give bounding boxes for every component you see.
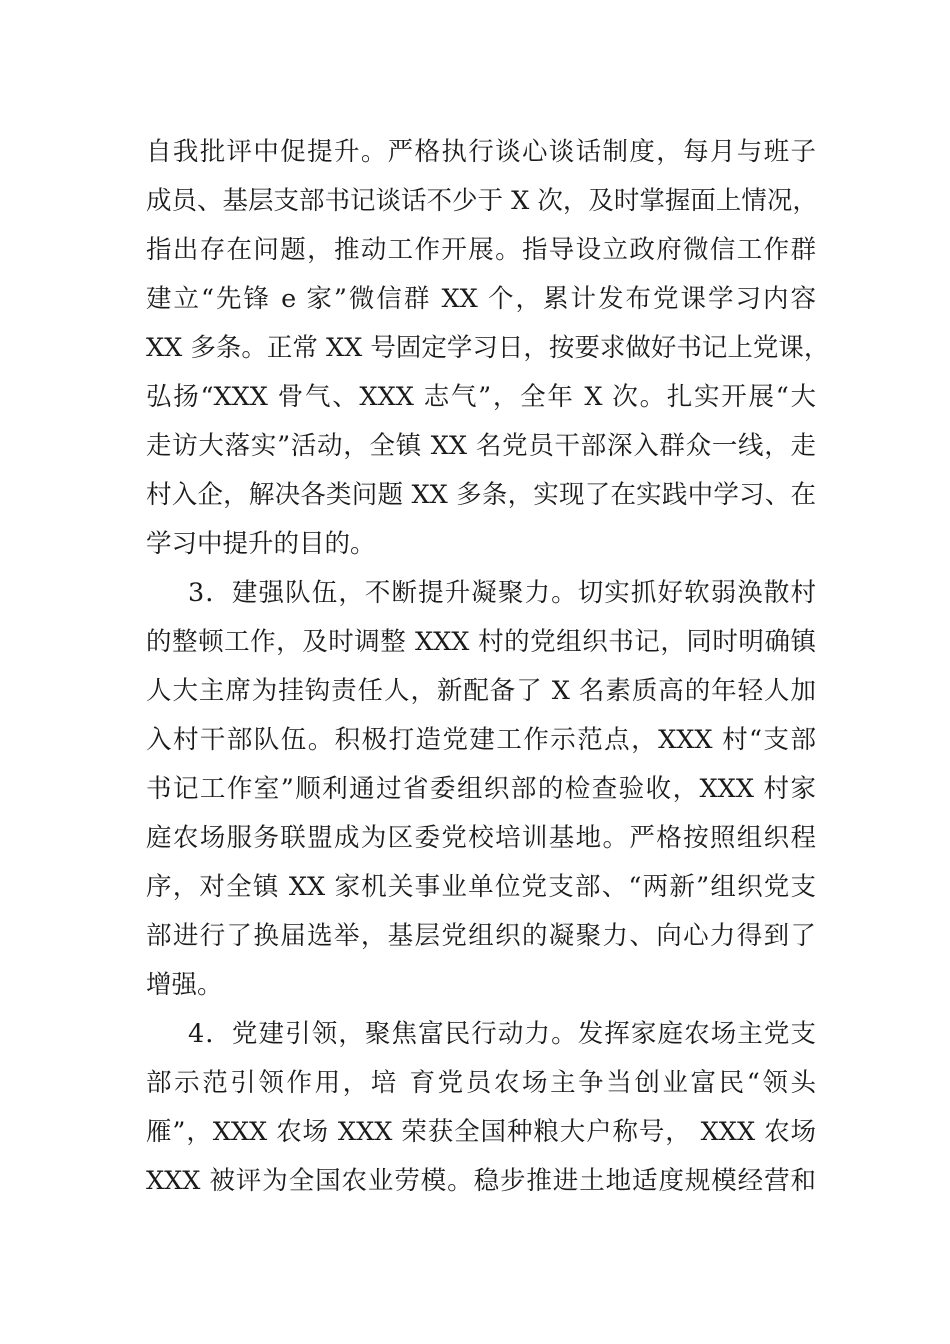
paragraph-line: 雁”，XXX 农场 XXX 荣获全国种粮大户称号， XXX 农场 bbox=[146, 1117, 816, 1147]
paragraph-3 bbox=[146, 569, 816, 1010]
paragraph-line: 成员、基层支部书记谈话不少于 X 次，及时掌握面上情况， bbox=[146, 186, 818, 216]
paragraph-line: 增强。 bbox=[146, 970, 223, 1000]
paragraph-line: 人大主席为挂钩责任人，新配备了 X 名素质高的年轻人加 bbox=[146, 676, 816, 706]
paragraph-4 bbox=[146, 1010, 816, 1206]
paragraph-line: 走访大落实”活动，全镇 XX 名党员干部深入群众一线，走 bbox=[146, 431, 816, 461]
document-body bbox=[146, 128, 830, 1206]
paragraph-line: 指出存在问题，推动工作开展。指导设立政府微信工作群 bbox=[146, 235, 816, 265]
paragraph-line: 3．建强队伍，不断提升凝聚力。切实抓好软弱涣散村 bbox=[188, 578, 816, 608]
paragraph-line: 序，对全镇 XX 家机关事业单位党支部、“两新”组织党支 bbox=[146, 872, 816, 902]
paragraph-line: 4．党建引领，聚焦富民行动力。发挥家庭农场主党支 bbox=[188, 1019, 816, 1049]
paragraph-line: XX 多条。正常 XX 号固定学习日，按要求做好书记上党课， bbox=[146, 333, 830, 363]
paragraph-line: 学习中提升的目的。 bbox=[146, 529, 376, 559]
paragraph-line: 的整顿工作，及时调整 XXX 村的党组织书记，同时明确镇 bbox=[146, 627, 816, 657]
paragraph-line: 自我批评中促提升。严格执行谈心谈话制度，每月与班子 bbox=[146, 137, 816, 167]
paragraph-line: 庭农场服务联盟成为区委党校培训基地。严格按照组织程 bbox=[146, 823, 816, 853]
paragraph-line: XXX 被评为全国农业劳模。稳步推进土地适度规模经营和 bbox=[146, 1166, 816, 1196]
paragraph-line: 弘扬“XXX 骨气、XXX 志气”，全年 X 次。扎实开展“大 bbox=[146, 382, 816, 412]
paragraph-line: 村入企，解决各类问题 XX 多条，实现了在实践中学习、在 bbox=[146, 480, 816, 510]
paragraph-line: 部进行了换届选举，基层党组织的凝聚力、向心力得到了 bbox=[146, 921, 816, 951]
paragraph-line: 入村干部队伍。积极打造党建工作示范点，XXX 村“支部 bbox=[146, 725, 816, 755]
paragraph-line: 书记工作室”顺利通过省委组织部的检查验收，XXX 村家 bbox=[146, 774, 816, 804]
paragraph-line: 部示范引领作用，培 育党员农场主争当创业富民“领头 bbox=[146, 1068, 816, 1098]
paragraph-line: 建立“先锋 e 家”微信群 XX 个，累计发布党课学习内容 bbox=[146, 284, 816, 314]
paragraph-continued bbox=[146, 128, 830, 569]
